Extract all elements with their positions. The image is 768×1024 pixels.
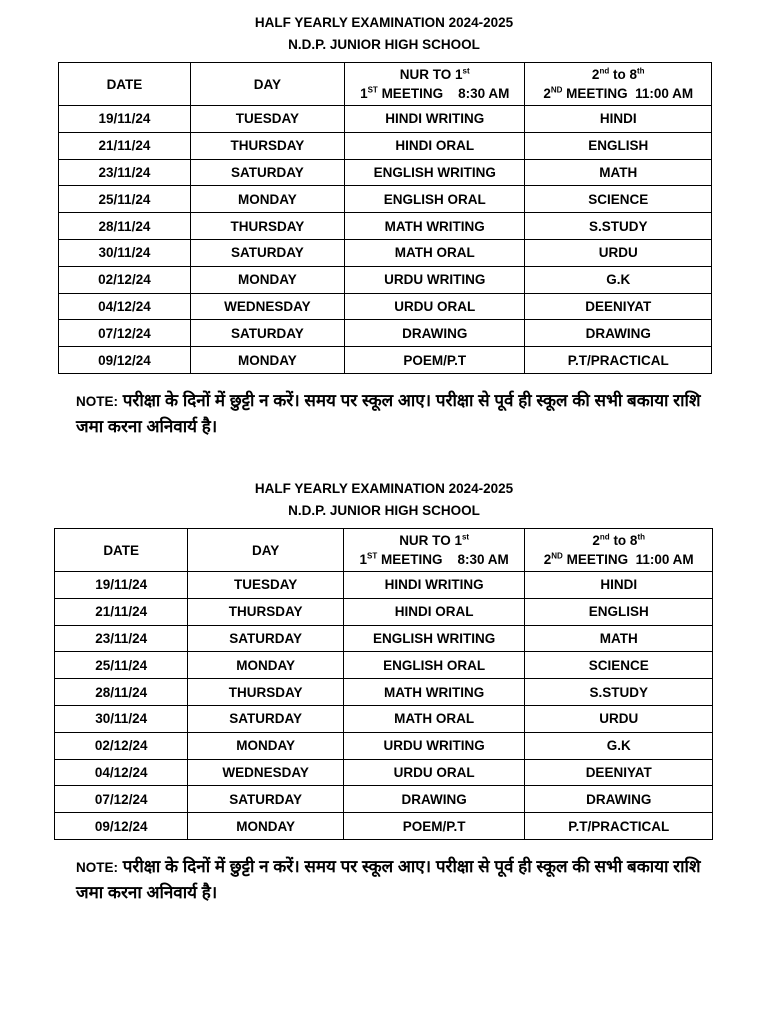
header-nur-to-1st: NUR TO 1st 1ST MEETING 8:30 AM <box>343 529 525 572</box>
cell-nur-subject: DRAWING <box>344 320 525 347</box>
cell-nur-subject: ENGLISH ORAL <box>343 652 525 679</box>
table-row <box>59 186 712 213</box>
cell-date: 21/11/24 <box>59 132 191 159</box>
cell-nur-subject: MATH ORAL <box>343 705 525 732</box>
cell-day: THURSDAY <box>188 598 343 625</box>
cell-nur-subject: MATH WRITING <box>343 679 525 706</box>
cell-nur-subject: MATH WRITING <box>344 213 525 240</box>
cell-class-subject: S.STUDY <box>525 679 713 706</box>
cell-nur-subject: POEM/P.T <box>344 347 525 374</box>
cell-nur-subject: ENGLISH WRITING <box>344 159 525 186</box>
cell-class-subject: ENGLISH <box>525 132 712 159</box>
cell-class-subject: ENGLISH <box>525 598 713 625</box>
cell-date: 04/12/24 <box>55 759 188 786</box>
table-row <box>59 266 712 293</box>
cell-day: TUESDAY <box>188 572 343 599</box>
header-date: DATE <box>59 63 191 106</box>
cell-class-subject: DEENIYAT <box>525 759 713 786</box>
table-row <box>59 132 712 159</box>
cell-nur-subject: URDU WRITING <box>344 266 525 293</box>
note-label: NOTE: <box>76 393 118 409</box>
header-2nd-to-8th: 2nd to 8th 2ND MEETING 11:00 AM <box>525 529 713 572</box>
note-text: परीक्षा के दिनों में छुट्टी न करें। समय पर स्कूल आए। परीक्षा से पूर्व ही स्कूल की सभी बकाया राशि जमा करना अनिवार्य है। <box>76 856 701 902</box>
table-row <box>55 679 713 706</box>
cell-date: 30/11/24 <box>55 705 188 732</box>
cell-day: SATURDAY <box>188 705 343 732</box>
table-row <box>59 239 712 266</box>
note-text: परीक्षा के दिनों में छुट्टी न करें। समय पर स्कूल आए। परीक्षा से पूर्व ही स्कूल की सभी बकाया राशि जमा करना अनिवार्य है। <box>76 390 701 436</box>
cell-nur-subject: HINDI ORAL <box>343 598 525 625</box>
cell-class-subject: HINDI <box>525 106 712 133</box>
school-name: N.D.P. JUNIOR HIGH SCHOOL <box>288 503 480 518</box>
cell-day: SATURDAY <box>190 239 344 266</box>
cell-date: 28/11/24 <box>59 213 191 240</box>
table-row <box>55 598 713 625</box>
cell-date: 19/11/24 <box>59 106 191 133</box>
cell-nur-subject: ENGLISH WRITING <box>343 625 525 652</box>
cell-day: THURSDAY <box>190 132 344 159</box>
table-row <box>59 213 712 240</box>
cell-date: 28/11/24 <box>55 679 188 706</box>
cell-day: MONDAY <box>190 347 344 374</box>
cell-class-subject: HINDI <box>525 572 713 599</box>
cell-day: MONDAY <box>188 732 343 759</box>
cell-nur-subject: DRAWING <box>343 786 525 813</box>
cell-day: SATURDAY <box>188 625 343 652</box>
cell-date: 02/12/24 <box>59 266 191 293</box>
table-header-row <box>59 63 712 106</box>
table-row <box>55 572 713 599</box>
cell-date: 21/11/24 <box>55 598 188 625</box>
note-label: NOTE: <box>76 859 118 875</box>
cell-day: MONDAY <box>188 813 343 840</box>
cell-day: WEDNESDAY <box>188 759 343 786</box>
cell-day: MONDAY <box>188 652 343 679</box>
table-row <box>55 705 713 732</box>
cell-nur-subject: URDU ORAL <box>343 759 525 786</box>
cell-date: 09/12/24 <box>59 347 191 374</box>
table-row <box>59 106 712 133</box>
table-row <box>55 625 713 652</box>
cell-class-subject: SCIENCE <box>525 652 713 679</box>
header-day: DAY <box>188 529 343 572</box>
cell-nur-subject: MATH ORAL <box>344 239 525 266</box>
cell-class-subject: MATH <box>525 159 712 186</box>
cell-nur-subject: URDU WRITING <box>343 732 525 759</box>
cell-date: 07/12/24 <box>59 320 191 347</box>
header-day: DAY <box>190 63 344 106</box>
cell-class-subject: S.STUDY <box>525 213 712 240</box>
cell-nur-subject: ENGLISH ORAL <box>344 186 525 213</box>
table-row <box>55 786 713 813</box>
exam-note <box>76 388 708 439</box>
cell-class-subject: DRAWING <box>525 786 713 813</box>
cell-day: THURSDAY <box>190 213 344 240</box>
table-row <box>55 759 713 786</box>
cell-class-subject: G.K <box>525 732 713 759</box>
cell-class-subject: SCIENCE <box>525 186 712 213</box>
cell-date: 23/11/24 <box>59 159 191 186</box>
cell-date: 30/11/24 <box>59 239 191 266</box>
cell-nur-subject: HINDI WRITING <box>343 572 525 599</box>
cell-date: 25/11/24 <box>59 186 191 213</box>
cell-day: MONDAY <box>190 186 344 213</box>
table-row <box>55 813 713 840</box>
cell-date: 02/12/24 <box>55 732 188 759</box>
cell-date: 04/12/24 <box>59 293 191 320</box>
exam-sheet-1 <box>0 12 768 439</box>
table-row <box>59 347 712 374</box>
exam-title: HALF YEARLY EXAMINATION 2024-2025 <box>254 481 514 496</box>
header-date: DATE <box>55 529 188 572</box>
cell-day: MONDAY <box>190 266 344 293</box>
cell-date: 25/11/24 <box>55 652 188 679</box>
exam-schedule-table <box>58 62 712 374</box>
cell-class-subject: P.T/PRACTICAL <box>525 347 712 374</box>
cell-nur-subject: POEM/P.T <box>343 813 525 840</box>
cell-day: THURSDAY <box>188 679 343 706</box>
cell-day: TUESDAY <box>190 106 344 133</box>
table-row <box>55 652 713 679</box>
cell-class-subject: URDU <box>525 705 713 732</box>
cell-nur-subject: URDU ORAL <box>344 293 525 320</box>
table-header-row <box>55 529 713 572</box>
cell-class-subject: G.K <box>525 266 712 293</box>
cell-day: SATURDAY <box>190 320 344 347</box>
cell-day: SATURDAY <box>188 786 343 813</box>
cell-nur-subject: HINDI ORAL <box>344 132 525 159</box>
exam-note <box>76 854 708 905</box>
cell-nur-subject: HINDI WRITING <box>344 106 525 133</box>
header-nur-to-1st: NUR TO 1st 1ST MEETING 8:30 AM <box>344 63 525 106</box>
cell-class-subject: P.T/PRACTICAL <box>525 813 713 840</box>
table-row <box>59 320 712 347</box>
school-name: N.D.P. JUNIOR HIGH SCHOOL <box>288 37 480 52</box>
cell-class-subject: DEENIYAT <box>525 293 712 320</box>
cell-day: SATURDAY <box>190 159 344 186</box>
table-row <box>59 293 712 320</box>
header-2nd-to-8th: 2nd to 8th 2ND MEETING 11:00 AM <box>525 63 712 106</box>
exam-title: HALF YEARLY EXAMINATION 2024-2025 <box>254 15 514 30</box>
table-row <box>55 732 713 759</box>
cell-date: 07/12/24 <box>55 786 188 813</box>
cell-date: 19/11/24 <box>55 572 188 599</box>
cell-class-subject: URDU <box>525 239 712 266</box>
cell-class-subject: MATH <box>525 625 713 652</box>
cell-class-subject: DRAWING <box>525 320 712 347</box>
cell-date: 09/12/24 <box>55 813 188 840</box>
table-row <box>59 159 712 186</box>
exam-sheet-2 <box>0 478 768 905</box>
cell-day: WEDNESDAY <box>190 293 344 320</box>
exam-schedule-table <box>54 528 713 840</box>
cell-date: 23/11/24 <box>55 625 188 652</box>
